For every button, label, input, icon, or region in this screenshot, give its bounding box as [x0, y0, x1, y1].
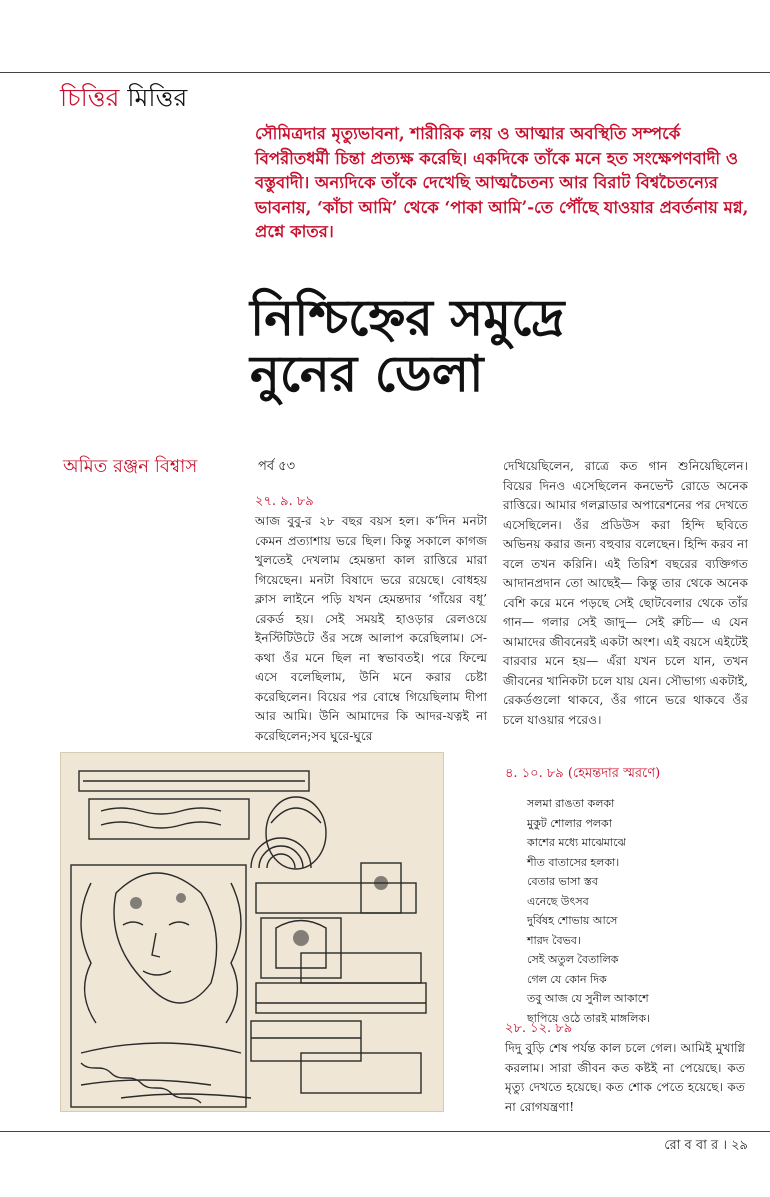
poem-line: কাশের মধ্যে মাঝেমাঝে: [527, 836, 626, 849]
column-right: [503, 457, 748, 730]
headline-line2: নুনের ডেলা: [250, 345, 484, 403]
entry-date: ২৭. ৯. ৮৯: [255, 494, 314, 509]
poem-line: সেই অতুল বৈতালিক: [527, 953, 619, 966]
poem-line: গেল যে কোন দিক: [527, 972, 607, 986]
sketch-illustration: [60, 752, 444, 1112]
poem: [527, 794, 650, 1028]
headline: [250, 290, 750, 402]
poem-line: মুকুট শোলার পলকা: [527, 816, 612, 830]
poem-line: বেতার ভাসা স্তব: [527, 875, 598, 888]
section-title: [60, 82, 187, 114]
poem-line: শারদ বৈভব।: [527, 933, 581, 947]
section-title-part1: চিত্তির: [60, 83, 120, 112]
entry-text: দিদু বুড়ি শেষ পর্যন্ত কাল চলে গেল। আমিই মুখাগ্নি করলাম। সারা জীবন কত কষ্টই না পেয়েছে। কত মৃত্যু দেখতে হয়েছে। কত শোক পেতে হয়েছে। কত না রোগযন্ত্রণা!: [505, 1041, 745, 1114]
page-folio: রো ব বা র । ২৯: [664, 1138, 748, 1153]
author-byline: অমিত রঞ্জন বিশ্বাস: [63, 456, 198, 477]
episode-number: পর্ব ৫৩: [258, 459, 296, 474]
poem-line: শীত বাতাসের হলকা।: [527, 855, 620, 869]
top-rule: [0, 72, 770, 73]
entry-date: ২৮. ১২. ৮৯: [505, 1021, 573, 1036]
poem-line: তবু আজ যে সুনীল আকাশে: [527, 992, 649, 1005]
sketch-drawing: [61, 753, 443, 1111]
column-right-last: [505, 1039, 745, 1117]
poem-line: এনেছে উৎসব: [527, 894, 589, 908]
entry-text: আজ বুবু-র ২৮ বছর বয়স হল। ক’দিন মনটা কেমন প্রত্যাশায় ভরে ছিল। কিন্তু সকালে কাগজ খুলতেই দেখলাম হেমন্তদা কাল রাত্তিরে মারা গিয়েছেন। মনটা বিষাদে ভরে রয়েছে। বোধহয় ক্লাস লাইনে পড়ি যখন হেমন্তদার ‘গাঁয়ের বধূ’ রেকর্ড হয়। সেই সময়ই হাওড়ার রেলওয়ে ইনস্টিটিউটে ওঁর সঙ্গে আলাপ করেছিলাম। সে-কথা ওঁর মনে ছিল না স্বভাবতই। পরে ফিল্মে এসে বলেছিলাম, উনি মনে করার চেষ্টা করেছিলেন। বিয়ের পর বোম্বে গিয়েছিলাম দীপা আর আমি। উনি আমাদের কি আদর-যত্নই না করেছিলেন;সব ঘুরে-ঘুরে: [255, 514, 487, 743]
column-middle: [255, 492, 487, 746]
poem-line: ছাপিয়ে ওঠে তারই মাঙ্গলিক।: [527, 1011, 651, 1025]
bottom-rule: [0, 1131, 770, 1132]
poem-line: দুর্বিষহ শোভায় আসে: [527, 914, 618, 927]
entry-date: ৪. ১০. ৮৯ (হেমন্তদার স্মরণে): [505, 766, 661, 781]
headline-line1: নিশ্চিহ্নের সমুদ্রে: [250, 289, 565, 347]
standfirst: সৌমিত্রদার মৃত্যুভাবনা, শারীরিক লয় ও আত্মার অবস্থিতি সম্পর্কে বিপরীতধর্মী চিন্তা প্রত্যক্ষ করেছি। একদিকে তাঁকে মনে হত সংক্ষেপণবাদী ও বস্তুবাদী। অন্যদিকে তাঁকে দেখেছি আত্মচৈতন্য আর বিরাট বিশ্বচৈতন্যের ভাবনায়, ‘কাঁচা আমি’ থেকে ‘পাকা আমি’-তে পৌঁছে যাওয়ার প্রবর্তনায় মগ্ন, প্রশ্নে কাতর।: [255, 124, 749, 241]
poem-line: সলমা রাঙতা কলকা: [527, 797, 615, 810]
entry-text-continued: দেখিয়েছিলেন, রাত্রে কত গান শুনিয়েছিলেন। বিয়ের দিনও এসেছিলেন কনভেন্ট রোডে অনেক রাত্তিরে। আমার গলব্লাডার অপারেশনের পর দেখতে এসেছিলেন। ওঁর প্রডিউস করা হিন্দি ছবিতে অভিনয় করার জন্য বহুবার বলেছেন। হিন্দি করব না বলে তখন করিনি। এই তিরিশ বছরের ব্যক্তিগত আদানপ্রদান তো আছেই— কিন্তু তার থেকে অনেক বেশি করে মনে পড়ছে সেই ছোটবেলার থেকে তাঁর গান— গলার সেই জাদু— সেই রুচি— এ যেন আমাদের জীবনেরই একটা অংশ। এই বয়সে এইটেই বারবার মনে হয়— এঁরা যখন চলে যান, তখন জীবনের খানিকটা চলে যায় যেন। সৌভাগ্য একটাই, রেকর্ডগুলো থাকবে, ওঁর গানে ভরে থাকবে ওঁর চলে যাওয়ার পরেও।: [503, 459, 748, 727]
section-title-part2: মিত্তির: [127, 83, 188, 112]
